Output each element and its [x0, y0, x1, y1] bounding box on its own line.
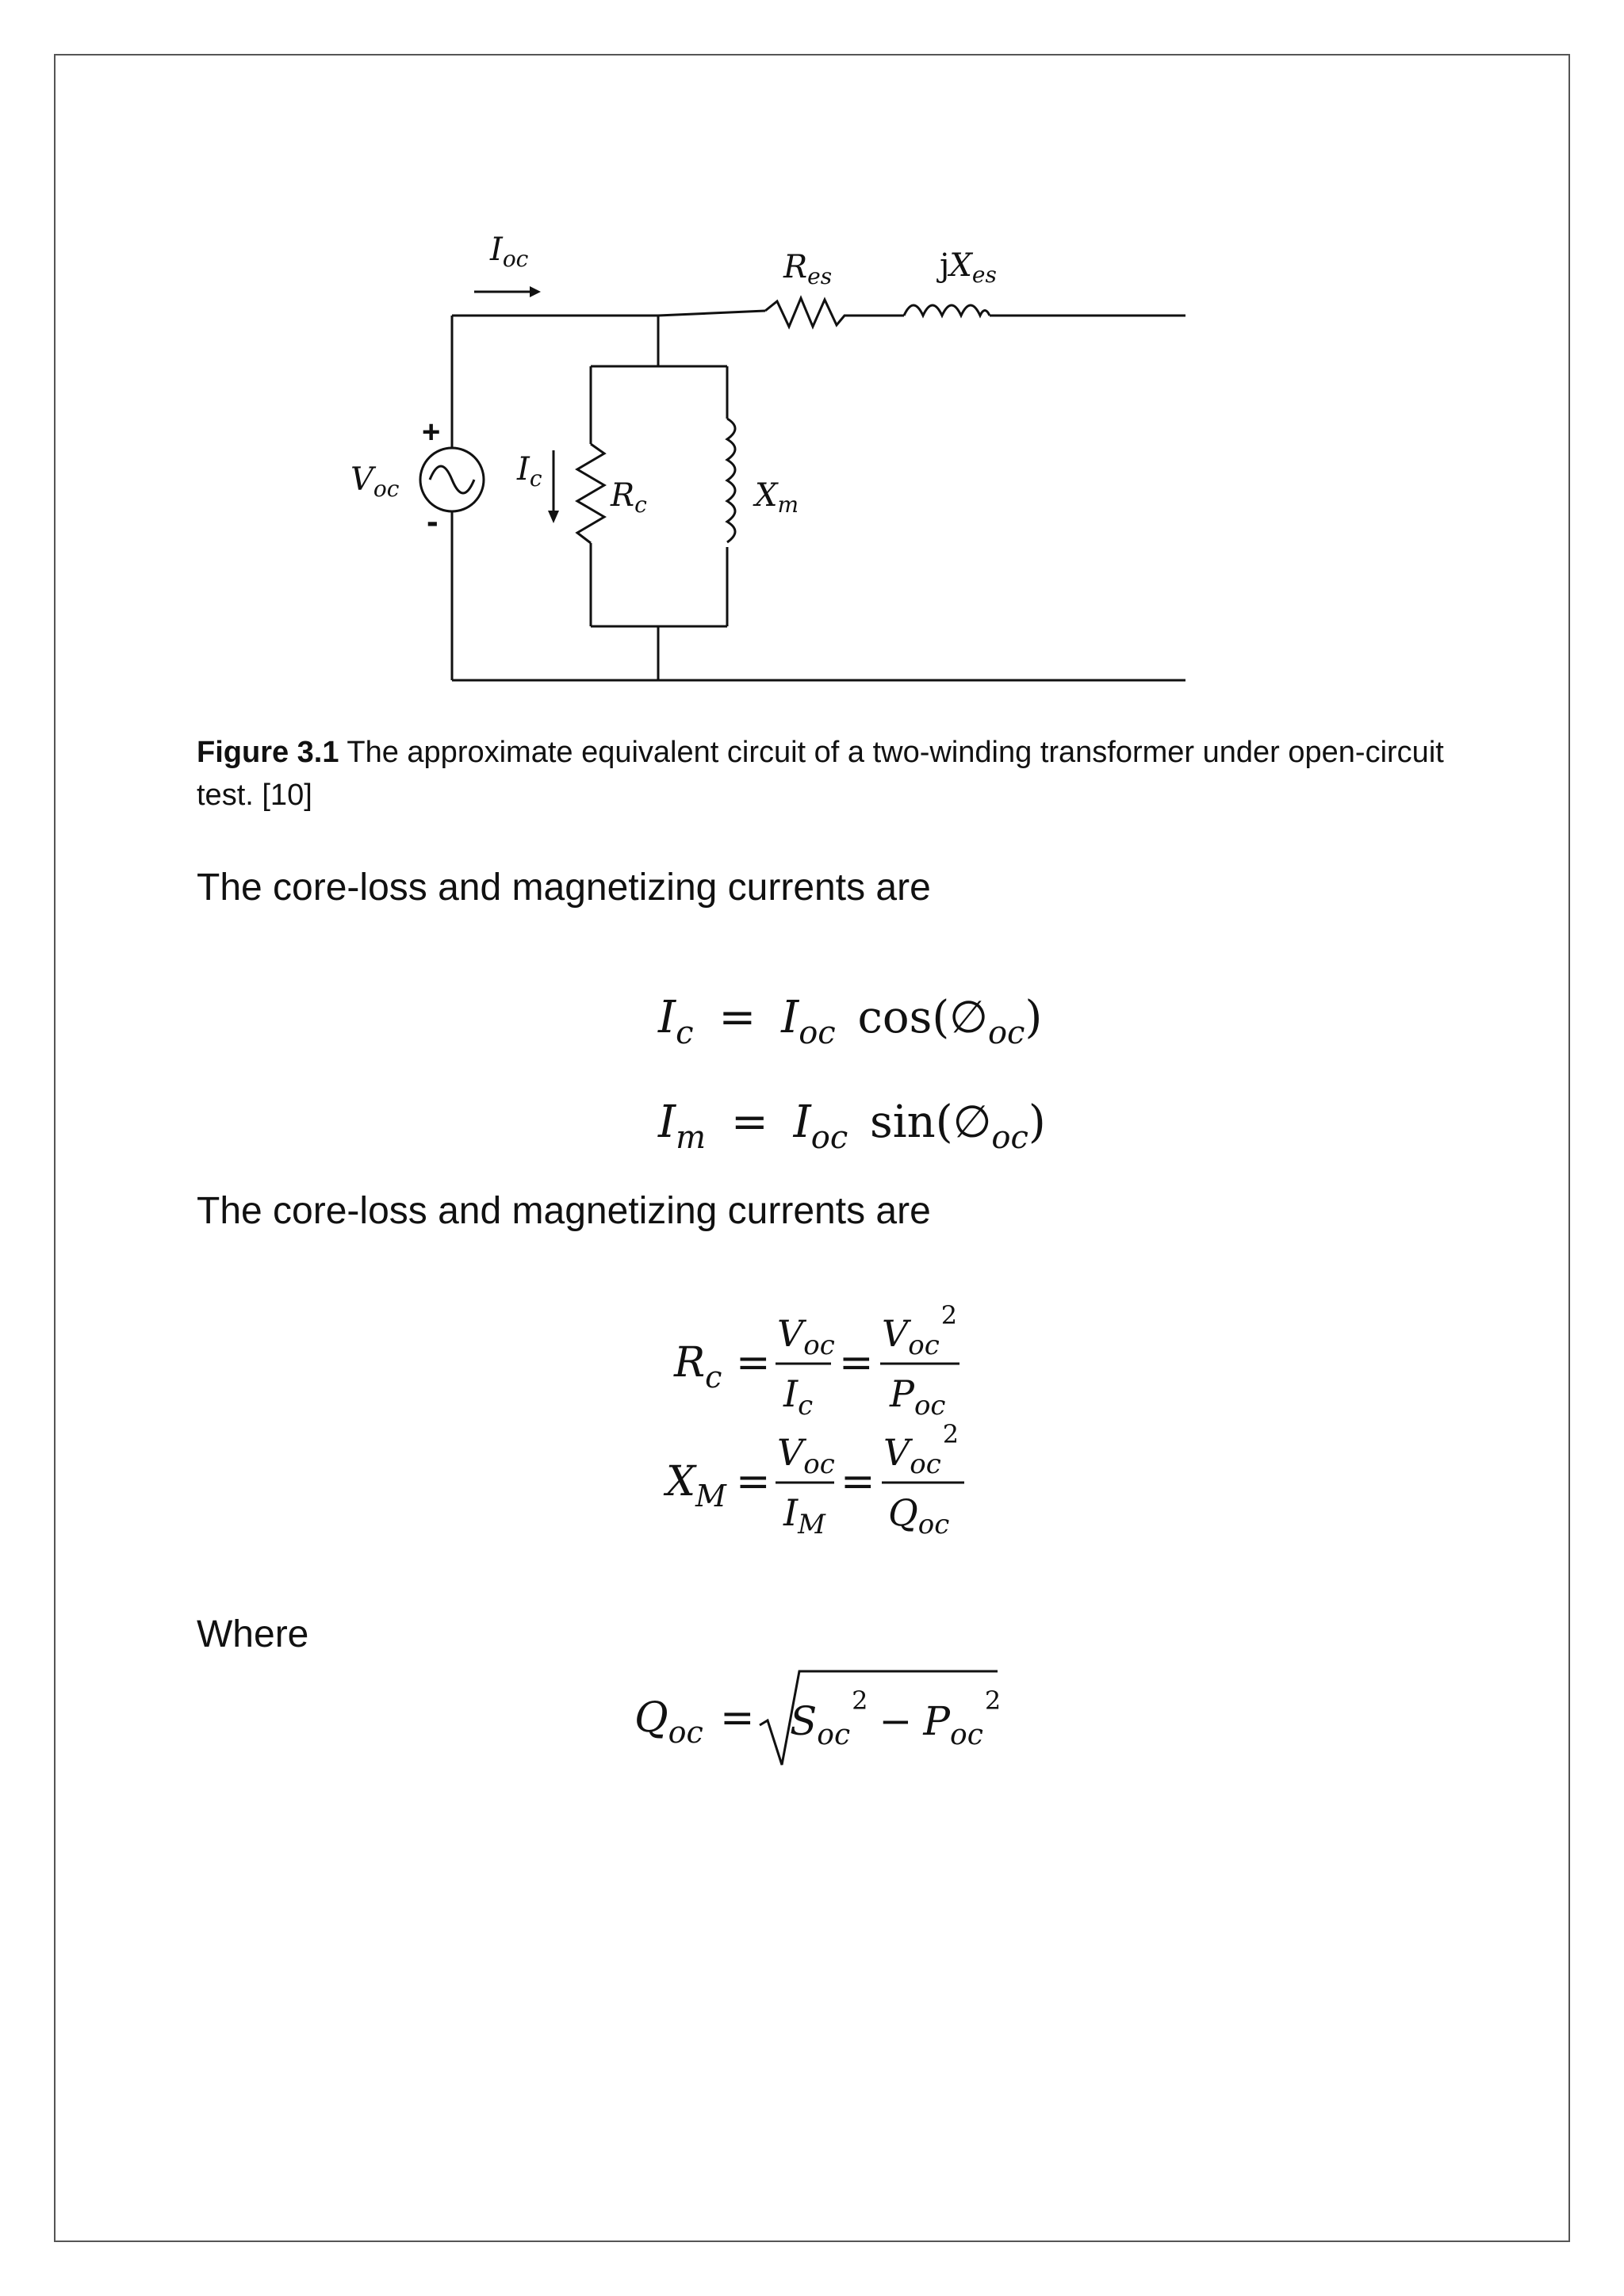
equivalent-circuit-diagram — [333, 206, 1213, 698]
svg-text:Voc: $V_{oc}$ — [777, 1312, 835, 1361]
label-voc: $V_{oc}$ — [350, 461, 400, 502]
equation-rc — [666, 1300, 999, 1427]
svg-text:=: = — [839, 1339, 874, 1387]
svg-text:=: = — [736, 1458, 771, 1506]
circuit-wires — [452, 298, 1185, 680]
label-plus: + — [422, 415, 441, 450]
svg-text:=: = — [736, 1339, 771, 1387]
label-ioc: $I_{oc}$ — [490, 232, 529, 272]
label-ic: $I_c$ — [517, 451, 542, 492]
svg-text:Qoc: $Q_{oc}$ — [634, 1694, 703, 1750]
svg-text:Voc2: $V_{oc}^2$ — [883, 1419, 959, 1480]
paragraph-currents-2: The core-loss and magnetizing currents are — [197, 1190, 931, 1232]
resistor-res-symbol — [765, 298, 904, 327]
label-rc: $R_c$ — [611, 477, 647, 518]
svg-text:=: = — [720, 1694, 755, 1742]
svg-text:Voc2: $V_{oc}^2$ — [882, 1300, 958, 1361]
ic-arrowhead-icon — [548, 511, 559, 523]
equation-im — [650, 1080, 1063, 1167]
label-jxes: $jX_{es}$ — [940, 247, 997, 288]
svg-text:Poc: $P_{oc}$ — [890, 1372, 946, 1422]
label-xm: $X_m$ — [755, 477, 799, 518]
paragraph-currents: The core-loss and magnetizing currents are — [197, 867, 931, 909]
svg-text:=: = — [841, 1458, 875, 1506]
inductor-jxes-symbol — [904, 305, 990, 316]
label-minus: - — [427, 502, 439, 541]
svg-text:Rc: $R_c$ — [674, 1339, 722, 1395]
equation-ic — [650, 975, 1063, 1062]
ioc-arrowhead-icon — [530, 286, 541, 297]
caption-text: The approximate equivalent circuit of a two-winding transformer under open-circuit test. — [197, 736, 1444, 812]
svg-text:IM: $I_M$ — [783, 1491, 825, 1540]
svg-text:Qoc: $Q_{oc}$ — [888, 1491, 950, 1540]
svg-text:Im = Ioc sin(∅oc): $I_m$ = $I_{oc}$ $\sin(\emptyset_{oc})$ — [658, 1096, 1046, 1156]
inductor-xm-symbol — [727, 419, 735, 542]
svg-text:Ic = Ioc cos(∅oc): $I_c$ = $I_{oc}$ $\cos(\emptyset_{oc})$ — [658, 992, 1043, 1051]
resistor-rc-symbol — [577, 444, 604, 543]
paragraph-where: Where — [197, 1613, 309, 1655]
svg-text:Ic: $I_c$ — [783, 1372, 814, 1422]
label-res: $R_{es}$ — [783, 249, 833, 289]
caption-label: Figure 3.1 — [197, 736, 339, 769]
equation-xm — [658, 1419, 1007, 1554]
svg-text:Voc: $V_{oc}$ — [777, 1431, 835, 1480]
caption-reference: [10] — [262, 779, 312, 812]
svg-text:XM: $X_M$ — [666, 1458, 726, 1513]
svg-text:Soc2−Poc2: $S_{oc}^2 - P_{oc}^2$ — [790, 1686, 1002, 1751]
figure-caption — [197, 731, 1465, 817]
equation-qoc — [626, 1649, 1023, 1776]
